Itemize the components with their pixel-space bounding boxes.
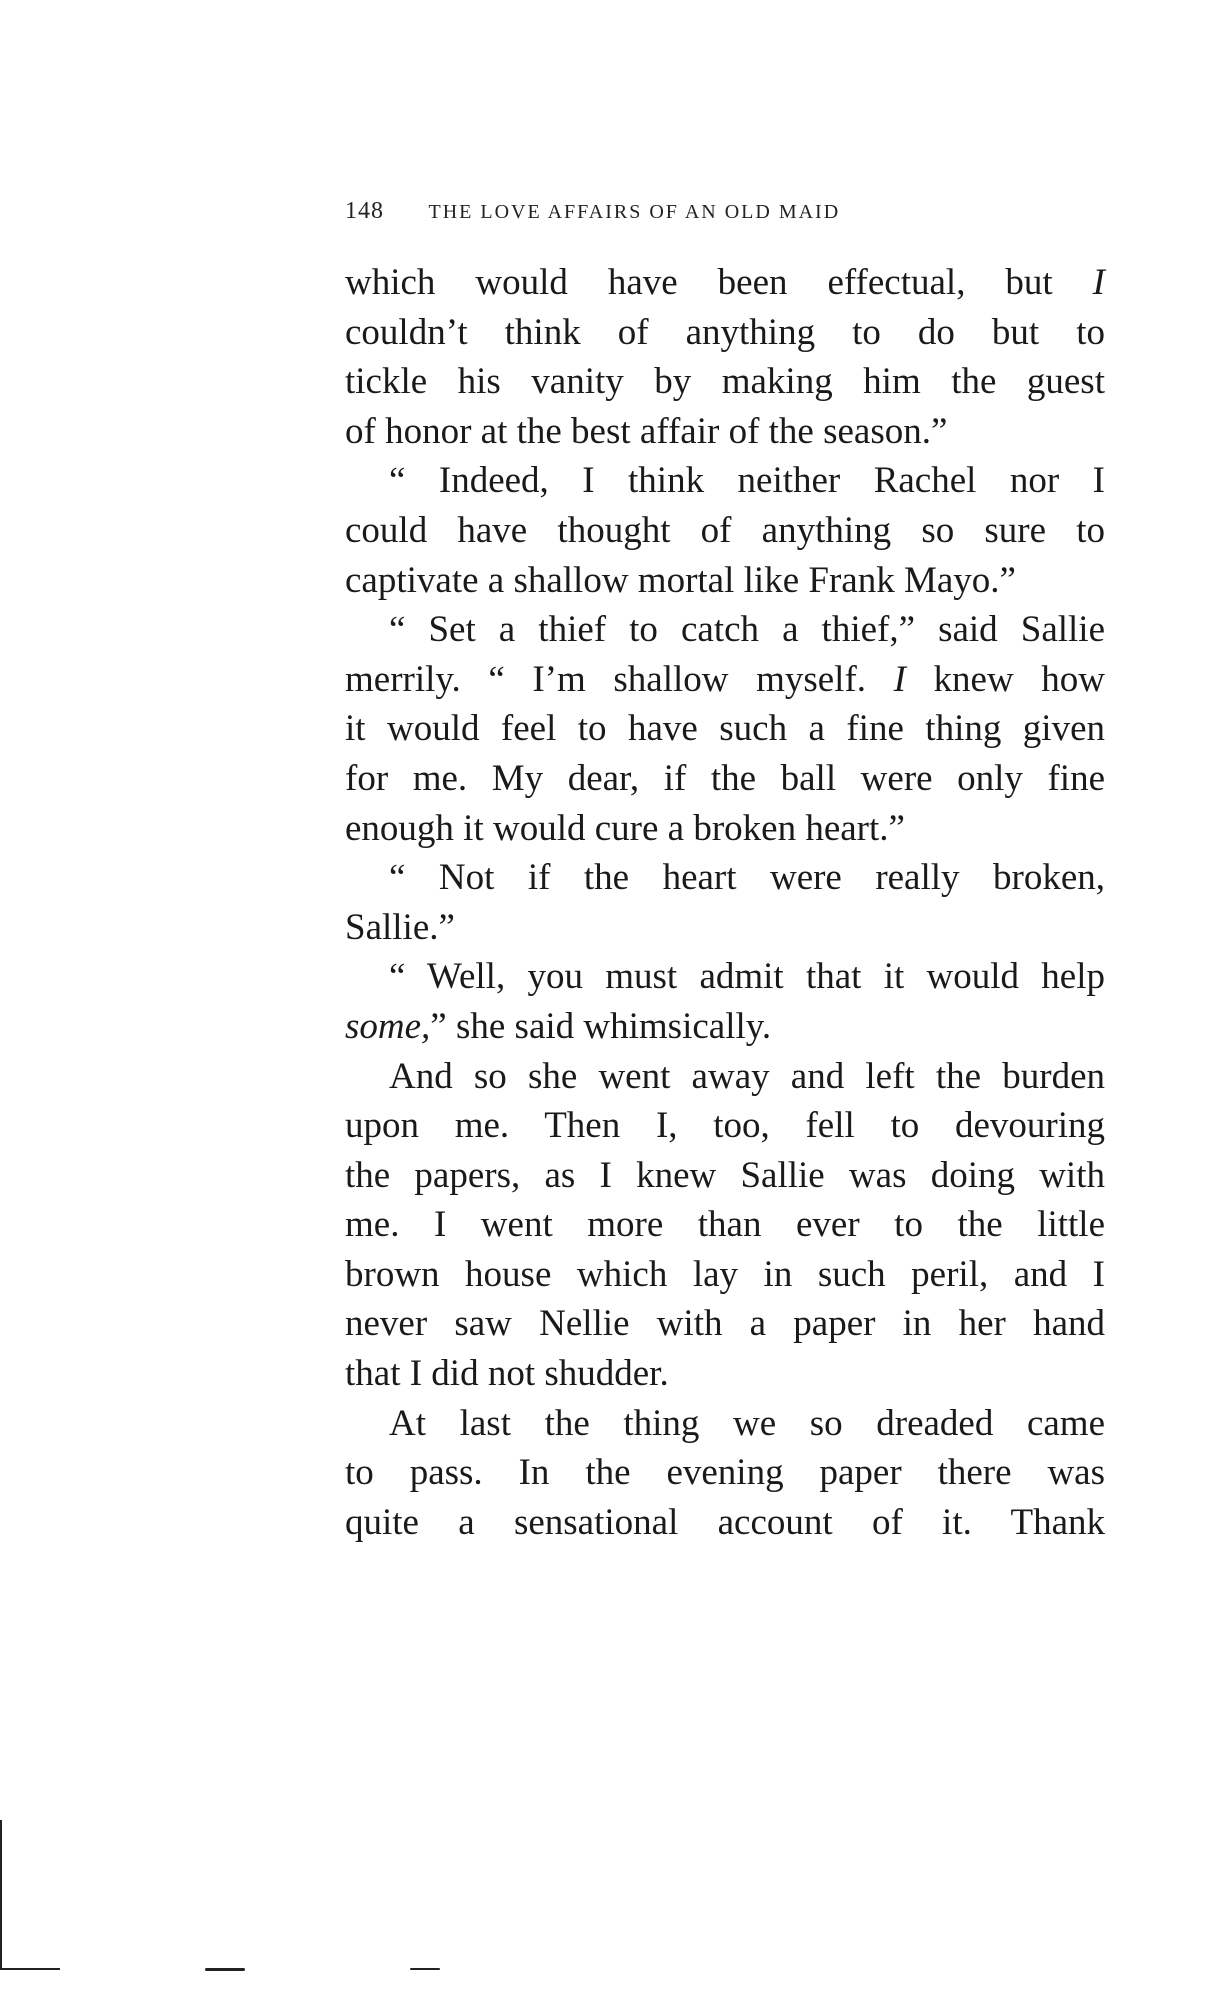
text-line xyxy=(345,952,1105,1002)
text-run: At last the thing we so dreaded came xyxy=(389,1402,1105,1444)
text-line xyxy=(345,1299,1105,1349)
body-text xyxy=(345,258,1105,1547)
text-line xyxy=(345,704,1105,754)
text-line xyxy=(345,357,1105,407)
text-run: “ Well, you must admit that it would help xyxy=(389,956,1105,998)
text-line xyxy=(345,1052,1105,1102)
scan-smudge-1 xyxy=(205,1968,245,1971)
text-line xyxy=(345,804,1105,854)
text-run: brown house which lay in such peril, and I xyxy=(345,1253,1105,1295)
text-run: me. I went more than ever to the little xyxy=(345,1204,1105,1246)
scan-smudge-2 xyxy=(410,1968,440,1970)
text-run: captivate a shallow mortal like Frank Mayo.” xyxy=(345,559,1016,601)
text-run: that I did not shudder. xyxy=(345,1353,669,1395)
text-run: couldn’t think of anything to do but to xyxy=(345,311,1105,353)
text-line xyxy=(345,1200,1105,1250)
text-run: quite a sensational account of it. Thank xyxy=(345,1501,1105,1543)
text-line xyxy=(345,456,1105,506)
text-run: it would feel to have such a fine thing given xyxy=(345,708,1105,750)
text-line xyxy=(345,506,1105,556)
scan-edge-bottom xyxy=(0,1968,60,1970)
text-run: which would have been effectual, but xyxy=(345,262,1093,303)
italic-text: I xyxy=(1092,262,1105,303)
text-run: knew how xyxy=(905,658,1105,700)
text-run: of honor at the best affair of the season.” xyxy=(345,410,948,452)
text-run: to pass. In the evening paper there was xyxy=(345,1452,1105,1494)
text-line xyxy=(345,1448,1105,1498)
italic-text: I xyxy=(893,658,906,700)
text-line xyxy=(345,1498,1105,1548)
text-run: could have thought of anything so sure to xyxy=(345,509,1105,551)
page-number: 148 xyxy=(345,198,384,224)
text-run: Sallie.” xyxy=(345,906,455,948)
text-line xyxy=(345,1349,1105,1399)
italic-text: some, xyxy=(345,1005,431,1047)
text-run: upon me. Then I, too, fell to devouring xyxy=(345,1105,1105,1147)
text-run: merrily. “ I’m shallow myself. xyxy=(345,658,894,700)
text-run: “ Set a thief to catch a thief,” said Sallie xyxy=(389,609,1105,651)
text-line xyxy=(345,655,1105,705)
text-line xyxy=(345,1399,1105,1449)
text-line xyxy=(345,754,1105,804)
text-run: never saw Nellie with a paper in her hand xyxy=(345,1303,1105,1345)
text-line xyxy=(345,258,1105,308)
text-run: the papers, as I knew Sallie was doing with xyxy=(345,1154,1105,1196)
text-run: “ Not if the heart were really broken, xyxy=(389,857,1105,899)
text-line xyxy=(345,605,1105,655)
text-run: enough it would cure a broken heart.” xyxy=(345,807,905,849)
text-run: And so she went away and left the burden xyxy=(389,1055,1105,1097)
text-line xyxy=(345,1250,1105,1300)
text-run: “ Indeed, I think neither Rachel nor I xyxy=(389,460,1105,502)
text-line xyxy=(345,1101,1105,1151)
text-run: for me. My dear, if the ball were only fine xyxy=(345,757,1105,799)
text-line xyxy=(345,1002,1105,1052)
text-line xyxy=(345,903,1105,953)
text-line xyxy=(345,853,1105,903)
text-line xyxy=(345,407,1105,457)
text-line xyxy=(345,1151,1105,1201)
text-line xyxy=(345,308,1105,358)
scan-edge-left xyxy=(0,1820,2,1970)
running-head xyxy=(345,198,1105,225)
text-run: ” she said whimsically. xyxy=(430,1005,772,1047)
running-title: THE LOVE AFFAIRS OF AN OLD MAID xyxy=(428,201,841,223)
text-run: tickle his vanity by making him the guest xyxy=(345,361,1105,403)
text-line xyxy=(345,556,1105,606)
